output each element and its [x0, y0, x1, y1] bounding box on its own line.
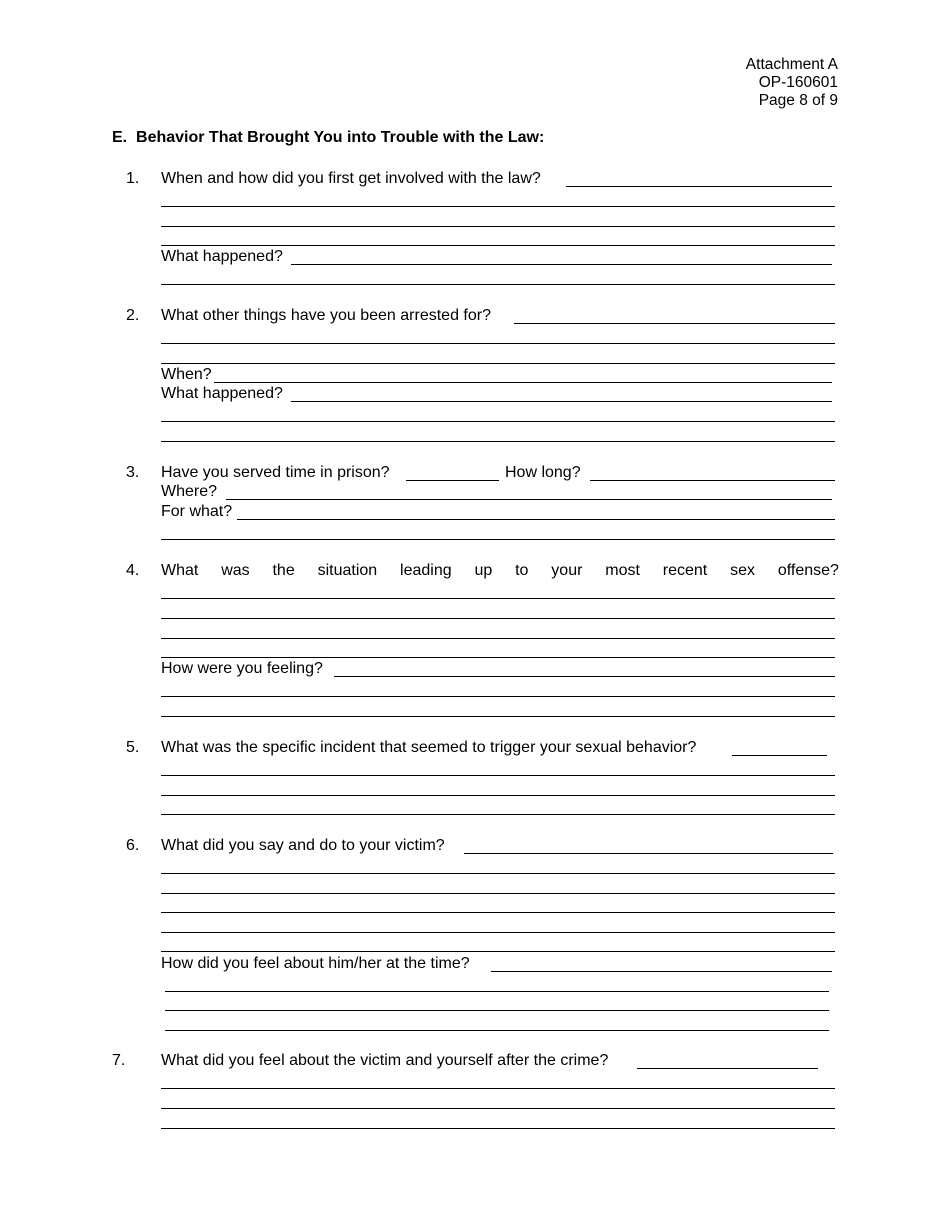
- question-5-number: 5.: [126, 739, 140, 756]
- answer-line[interactable]: [226, 499, 832, 500]
- answer-line[interactable]: [161, 873, 835, 874]
- question-word: What: [161, 562, 199, 579]
- question-word: your: [551, 562, 583, 579]
- answer-line[interactable]: [732, 755, 827, 756]
- question-3-text: Have you served time in prison?: [161, 464, 390, 481]
- answer-line[interactable]: [161, 284, 835, 285]
- answer-line[interactable]: [161, 951, 835, 952]
- question-word: was: [221, 562, 250, 579]
- question-2-when: When?: [161, 366, 212, 383]
- answer-line[interactable]: [237, 519, 835, 520]
- question-3-for-what: For what?: [161, 503, 233, 520]
- question-2-number: 2.: [126, 307, 140, 324]
- answer-line[interactable]: [165, 991, 829, 992]
- answer-line[interactable]: [161, 206, 835, 207]
- question-3-how-long: How long?: [505, 464, 581, 481]
- question-word: up: [474, 562, 493, 579]
- answer-line[interactable]: [161, 775, 835, 776]
- answer-line[interactable]: [514, 323, 835, 324]
- section-letter: E.: [112, 129, 128, 146]
- question-word: situation: [317, 562, 378, 579]
- question-7-number: 7.: [112, 1052, 126, 1069]
- answer-line[interactable]: [161, 245, 835, 246]
- answer-line[interactable]: [161, 932, 835, 933]
- answer-line[interactable]: [291, 401, 832, 402]
- question-4-followup: How were you feeling?: [161, 660, 323, 677]
- answer-line[interactable]: [161, 814, 835, 815]
- answer-line[interactable]: [161, 363, 835, 364]
- question-word: sex: [730, 562, 755, 579]
- question-1-number: 1.: [126, 170, 140, 187]
- section-heading: Behavior That Brought You into Trouble with the Law:: [136, 129, 545, 146]
- question-1-text: When and how did you first get involved with the law?: [161, 170, 541, 187]
- question-3-where: Where?: [161, 483, 218, 500]
- question-1-followup: What happened?: [161, 248, 283, 265]
- question-word: recent: [662, 562, 708, 579]
- answer-line[interactable]: [161, 598, 835, 599]
- question-word: the: [272, 562, 295, 579]
- answer-line[interactable]: [214, 382, 832, 383]
- answer-line[interactable]: [165, 1030, 829, 1031]
- answer-line[interactable]: [161, 1128, 835, 1129]
- answer-line[interactable]: [406, 480, 499, 481]
- question-6-text: What did you say and do to your victim?: [161, 837, 445, 854]
- answer-line[interactable]: [161, 893, 835, 894]
- question-6-followup: How did you feel about him/her at the time?: [161, 955, 470, 972]
- question-word: leading: [400, 562, 452, 579]
- question-4-number: 4.: [126, 562, 140, 579]
- question-2-followup: What happened?: [161, 385, 283, 402]
- document-header: [746, 56, 838, 110]
- question-word: most: [605, 562, 640, 579]
- answer-line[interactable]: [161, 539, 835, 540]
- answer-line[interactable]: [491, 971, 832, 972]
- answer-line[interactable]: [590, 480, 835, 481]
- answer-line[interactable]: [161, 716, 835, 717]
- answer-line[interactable]: [161, 912, 835, 913]
- section-title: [112, 129, 544, 147]
- question-word: to: [515, 562, 529, 579]
- question-word: offense?: [777, 562, 839, 579]
- answer-line[interactable]: [161, 441, 835, 442]
- attachment-label: Attachment A: [745, 56, 838, 73]
- question-6-number: 6.: [126, 837, 140, 854]
- answer-line[interactable]: [161, 343, 835, 344]
- answer-line[interactable]: [161, 696, 835, 697]
- answer-line[interactable]: [161, 1108, 835, 1109]
- answer-line[interactable]: [165, 1010, 829, 1011]
- page-number: Page 8 of 9: [758, 92, 838, 109]
- answer-line[interactable]: [161, 638, 835, 639]
- answer-line[interactable]: [637, 1068, 818, 1069]
- answer-line[interactable]: [161, 657, 835, 658]
- answer-line[interactable]: [291, 264, 832, 265]
- question-5-text: What was the specific incident that seemed to trigger your sexual behavior?: [161, 739, 697, 756]
- answer-line[interactable]: [161, 1088, 835, 1089]
- answer-line[interactable]: [161, 226, 835, 227]
- question-3-number: 3.: [126, 464, 140, 481]
- question-4-text: [161, 562, 839, 580]
- answer-line[interactable]: [161, 618, 835, 619]
- answer-line[interactable]: [464, 853, 833, 854]
- answer-line[interactable]: [566, 186, 832, 187]
- answer-line[interactable]: [161, 421, 835, 422]
- answer-line[interactable]: [161, 795, 835, 796]
- answer-line[interactable]: [334, 676, 835, 677]
- question-7-text: What did you feel about the victim and yourself after the crime?: [161, 1052, 609, 1069]
- question-2-text: What other things have you been arrested for?: [161, 307, 491, 324]
- document-number: OP-160601: [758, 74, 838, 91]
